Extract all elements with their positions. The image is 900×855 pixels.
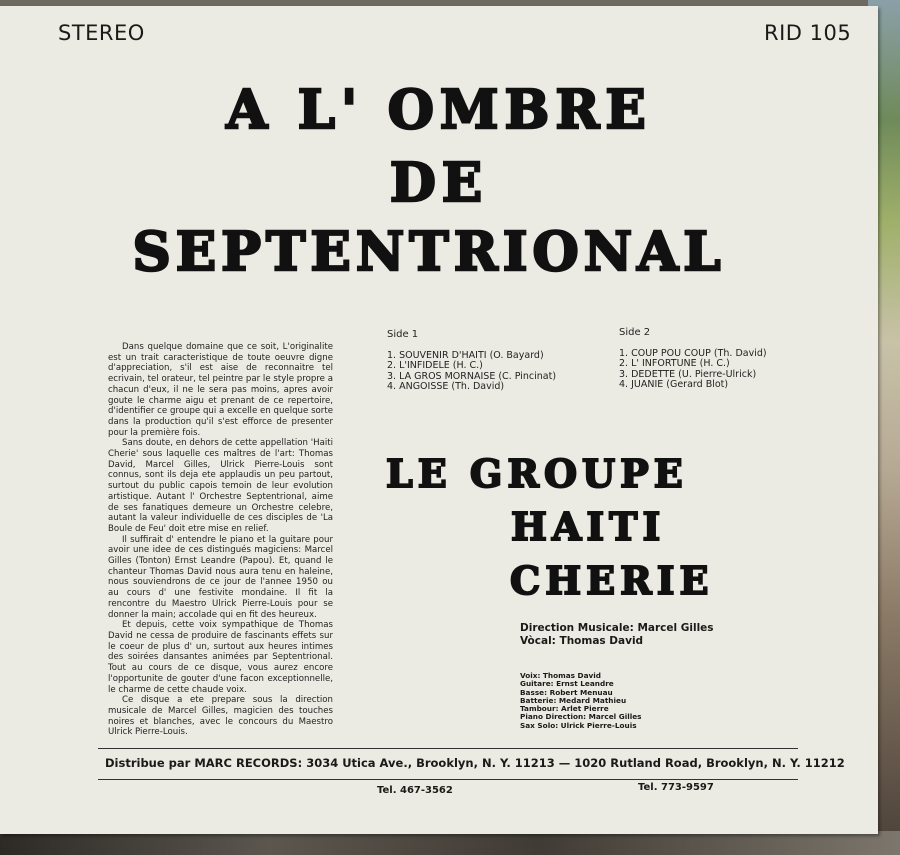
personnel-item: Guitare: Ernst Leandre — [520, 679, 614, 689]
personnel-item: Tambour: Arlet Pierre — [520, 704, 609, 714]
personnel-item: Basse: Robert Menuau — [520, 687, 613, 697]
liner-notes — [108, 342, 333, 738]
distributor-line: Distribue par MARC RECORDS: 3034 Utica Ave., Brooklyn, N. Y. 11213 — 1020 Rutland Road, Brooklyn, N. Y. 11212 — [105, 756, 845, 770]
track-item: 1. SOUVENIR D'HAITI (O. Bayard) — [387, 349, 544, 361]
side-1-tracklist — [387, 330, 556, 393]
track-item: 2. L'INFIDELE (H. C.) — [387, 360, 483, 372]
group-name-line-2: HAITI — [511, 504, 666, 549]
liner-paragraph: Et depuis, cette voix sympathique de Thomas David ne cessa de produire de fascinants effets sur le coeur de plus d' un, surtout aux heures intimes des soirées dansantes animées par Septentrional. Tout au cours de ce disque, vous aurez encore l'opportunite de gouter d'une facon exceptionnelle, le charme de cette chaude voix. — [108, 620, 333, 695]
track-item: 3. DEDETTE (U. Pierre-Ulrick) — [619, 368, 757, 380]
telephone-1: Tel. 467-3562 — [377, 785, 453, 796]
side-2-heading: Side 2 — [619, 327, 651, 338]
track-item: 4. JUANIE (Gerard Blot) — [619, 379, 729, 391]
catalog-number: RID 105 — [764, 21, 852, 45]
album-title-line-2: DE — [389, 152, 489, 214]
album-title-line-1: A L' OMBRE — [226, 79, 652, 141]
liner-paragraph: Sans doute, en dehors de cette appellation 'Haiti Cherie' sous laquelle ces maîtres de l'art: Thomas David, Marcel Gilles, Ulrick Pierre-Louis sont connus, sont ils deja ete applaudis un peu partout, surtout du public capois temoin de leur evolution artistique. Autant l' Orchestre Septentrional, aime de ses fanatiques demeure un Orchestre celebre, autant la valeur individuelle de ces disciples de 'La Boule de Feu' doit etre mise en relief. — [108, 438, 333, 534]
personnel-item: Batterie: Medard Mathieu — [520, 695, 627, 705]
group-name-line-1: LE GROUPE — [386, 451, 688, 496]
track-item: 2. L' INFORTUNE (H. C.) — [619, 358, 730, 370]
footer-rule-top — [98, 748, 798, 749]
track-item: 3. LA GROS MORNAISE (C. Pincinat) — [387, 370, 557, 382]
vocal-credit: Vòcal: Thomas David — [520, 635, 644, 647]
stereo-label: STEREO — [58, 21, 145, 45]
album-title-line-3: SEPTENTRIONAL — [132, 221, 726, 283]
track-item: 1. COUP POU COUP (Th. David) — [619, 347, 767, 359]
main-credits — [520, 622, 714, 648]
album-back-cover — [0, 6, 878, 834]
side-1-heading: Side 1 — [387, 329, 419, 340]
side-2-tracklist — [619, 328, 767, 391]
telephone-2: Tel. 773-9597 — [638, 782, 714, 793]
music-direction-credit: Direction Musicale: Marcel Gilles — [520, 622, 714, 634]
table-surface — [0, 831, 900, 855]
personnel-item: Piano Direction: Marcel Gilles — [520, 712, 642, 722]
liner-paragraph: Il suffirait d' entendre le piano et la guitare pour avoir une idee de ces distingués magiciens: Marcel Gilles (Tonton) Ernst Leandre (Papou). Et, quand le chanteur Thomas David nous aura tenu en haleine, nous souviendrons de ce jour de l'annee 1950 ou au cours d' une festivite mondaine. Il fit la rencontre du Maestro Ulrick Pierre-Louis pour se donner la main; accolade qui en fit des heureux. — [108, 534, 333, 620]
personnel-list — [520, 672, 642, 730]
liner-paragraph: Dans quelque domaine que ce soit, L'originalite est un trait caracteristique de toute oeuvre digne d'appreciation, s'il est aise de reconnaitre tel ecrivain, tel orateur, tel peintre par le style propre a chacun d'eux, il ne le sera pas moins, apres avoir goute le charme aigu et prenant de ce repertoire, d'identifier ce groupe qui a excelle en quelque sorte dans la production qu'il s'est efforce de presenter pour la première fois. — [108, 342, 333, 438]
group-name-line-3: CHERIE — [510, 558, 714, 603]
personnel-item: Voix: Thomas David — [520, 671, 601, 680]
personnel-item: Sax Solo: Ulrick Pierre-Louis — [520, 720, 637, 730]
footer-rule-bottom — [98, 779, 798, 780]
track-item: 4. ANGOISSE (Th. David) — [387, 381, 505, 393]
liner-paragraph: Ce disque a ete prepare sous la direction musicale de Marcel Gilles, magicien des touches noires et blanches, avec le concours du Maestro Ulrick Pierre-Louis. — [108, 695, 333, 738]
